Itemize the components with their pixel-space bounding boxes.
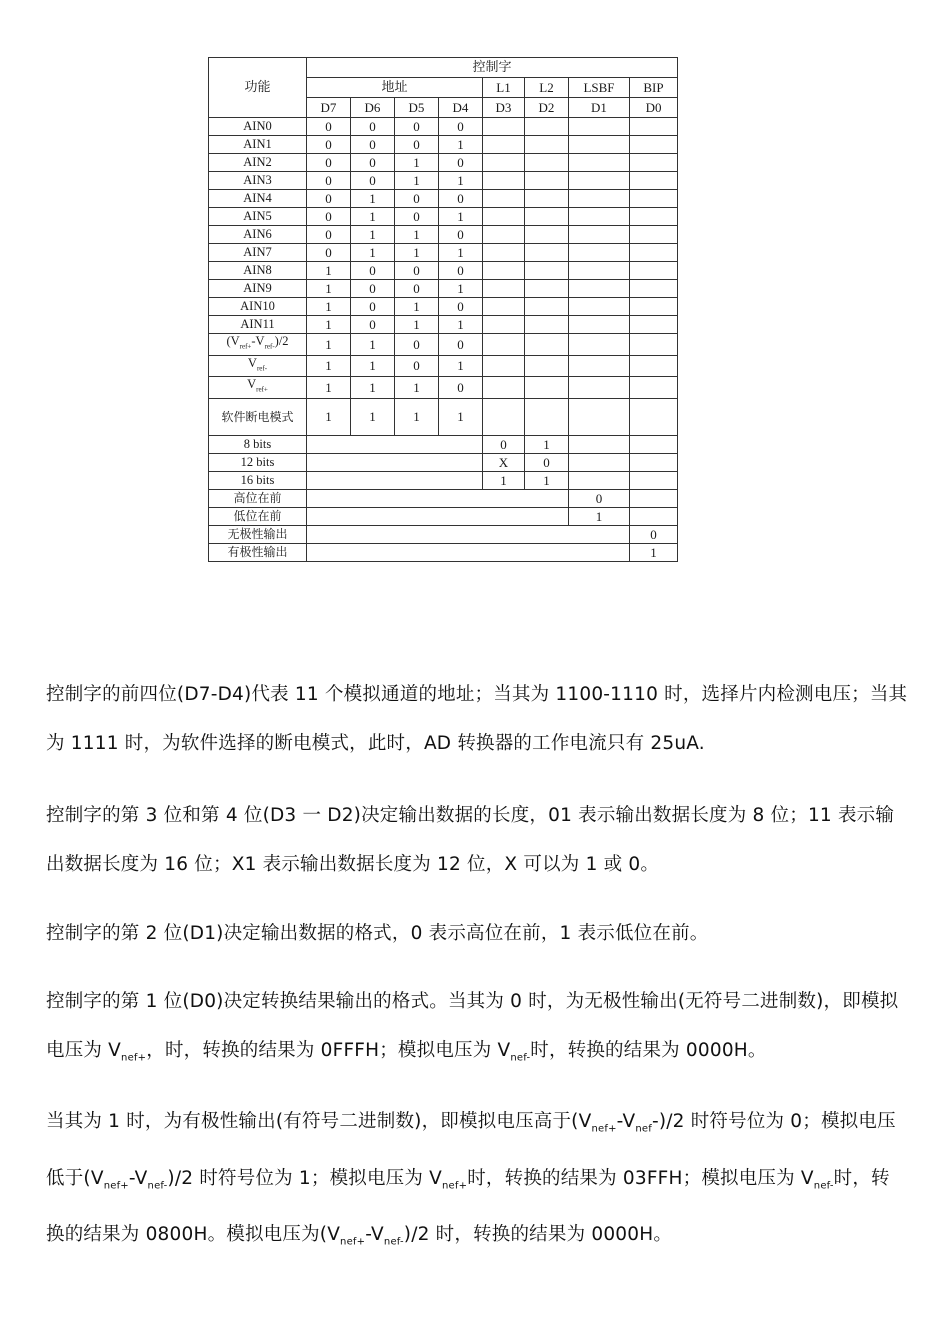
bit-cell: 0	[351, 154, 395, 172]
empty-cell	[569, 471, 630, 489]
bit-cell: 1	[395, 377, 439, 399]
empty-cell	[483, 355, 525, 377]
bit-cell: 1	[351, 190, 395, 208]
subscript: nef+	[442, 1180, 468, 1192]
text-segment: -V	[616, 1111, 636, 1132]
bit-cell: 0	[351, 136, 395, 154]
bit-cell: 0	[395, 208, 439, 226]
table-row	[209, 298, 678, 316]
bit-cell: 0	[307, 190, 351, 208]
bit-cell: 0	[395, 262, 439, 280]
subscript: nef-	[147, 1180, 168, 1192]
empty-cell	[630, 435, 678, 453]
bit-cell: 0	[351, 298, 395, 316]
bit-cell: 1	[439, 244, 483, 262]
bit-cell: 0	[439, 226, 483, 244]
bit-cell: 0	[395, 280, 439, 298]
bit-cell: 1	[439, 172, 483, 190]
bit-cell: 1	[439, 398, 483, 435]
table-row	[209, 262, 678, 280]
empty-cell	[483, 280, 525, 298]
empty-cell	[630, 334, 678, 356]
bit-header-d4: D4	[439, 98, 483, 118]
paragraph-lsbf-bit: 控制字的第 2 位(D1)决定输出数据的格式，0 表示高位在前，1 表示低位在前。	[46, 923, 709, 944]
bit-cell: 0	[395, 136, 439, 154]
subscript: ref+	[239, 342, 252, 351]
bit-cell: 1	[307, 355, 351, 377]
text-segment: )/2 时符号位为 1；模拟电压为 V	[167, 1167, 443, 1189]
table-row	[209, 280, 678, 298]
bit-cell: 1	[307, 262, 351, 280]
text-segment: -V	[128, 1167, 148, 1189]
subscript: ref+	[256, 385, 268, 394]
function-label-cell: AIN7	[209, 244, 307, 262]
bit-cell: 1	[483, 471, 525, 489]
empty-cell	[483, 190, 525, 208]
function-label-cell: AIN6	[209, 226, 307, 244]
empty-cell	[525, 398, 569, 435]
bit-cell: 1	[351, 355, 395, 377]
bit-cell: 1	[351, 377, 395, 399]
empty-cell	[483, 208, 525, 226]
empty-cell	[630, 377, 678, 399]
empty-cell	[525, 334, 569, 356]
function-label-cell: AIN8	[209, 262, 307, 280]
subscript: ref-	[256, 364, 268, 372]
table-row	[209, 334, 678, 356]
bit-cell: 0	[395, 118, 439, 136]
bit-cell: 1	[395, 316, 439, 334]
empty-cell	[630, 154, 678, 172]
func-header: 功能	[209, 58, 307, 118]
empty-cell	[307, 543, 630, 561]
empty-cell	[569, 136, 630, 154]
empty-cell	[630, 118, 678, 136]
empty-cell	[483, 298, 525, 316]
function-label-cell: AIN1	[209, 136, 307, 154]
bit-cell: 0	[483, 435, 525, 453]
subscript: nef-	[383, 1237, 404, 1249]
empty-cell	[630, 298, 678, 316]
bit-cell: X	[483, 453, 525, 471]
empty-cell	[525, 244, 569, 262]
empty-cell	[525, 377, 569, 399]
label-segment: -V	[251, 334, 265, 348]
empty-cell	[525, 262, 569, 280]
function-label-cell: AIN9	[209, 280, 307, 298]
bit-cell: 0	[439, 154, 483, 172]
bit-cell: 1	[307, 398, 351, 435]
bit-cell: 0	[569, 489, 630, 507]
bit-cell: 0	[395, 190, 439, 208]
subscript: nef+	[340, 1237, 366, 1249]
function-label-cell: 低位在前	[209, 507, 307, 525]
label-segment: V	[247, 355, 257, 370]
bit-cell: 0	[351, 316, 395, 334]
text-segment: 当其为 1 时，为有极性输出(有符号二进制数)，即模拟电压高于(V	[46, 1111, 592, 1132]
empty-cell	[630, 172, 678, 190]
empty-cell	[569, 244, 630, 262]
table-row	[209, 136, 678, 154]
empty-cell	[630, 136, 678, 154]
empty-cell	[525, 298, 569, 316]
empty-cell	[569, 262, 630, 280]
table-row	[209, 154, 678, 172]
bit-cell: 0	[351, 262, 395, 280]
empty-cell	[630, 244, 678, 262]
bit-cell: 0	[351, 280, 395, 298]
bit-cell: 1	[307, 334, 351, 356]
table-row	[209, 525, 678, 543]
bit-cell: 0	[439, 377, 483, 399]
empty-cell	[569, 316, 630, 334]
empty-cell	[630, 262, 678, 280]
empty-cell	[630, 208, 678, 226]
empty-cell	[307, 489, 569, 507]
empty-cell	[630, 489, 678, 507]
table-row	[209, 244, 678, 262]
empty-cell	[569, 298, 630, 316]
table-row	[209, 226, 678, 244]
text-segment: 时，转换的结果为 03FFH；模拟电压为 V	[467, 1167, 814, 1189]
table-row	[209, 543, 678, 561]
bit-cell: 1	[307, 280, 351, 298]
empty-cell	[525, 226, 569, 244]
bit-cell: 1	[439, 316, 483, 334]
empty-cell	[569, 398, 630, 435]
function-label-cell: 软件断电模式	[209, 398, 307, 435]
empty-cell	[630, 190, 678, 208]
bit-cell: 0	[395, 334, 439, 356]
empty-cell	[630, 226, 678, 244]
empty-cell	[483, 377, 525, 399]
empty-cell	[630, 316, 678, 334]
label-segment: (V	[226, 334, 240, 348]
empty-cell	[569, 154, 630, 172]
subscript: nef-	[510, 1052, 531, 1064]
bit-cell: 0	[439, 118, 483, 136]
empty-cell	[525, 154, 569, 172]
empty-cell	[483, 316, 525, 334]
empty-cell	[307, 525, 630, 543]
table-row	[209, 507, 678, 525]
table-row	[209, 489, 678, 507]
paragraph-length-bits: 控制字的第 3 位和第 4 位(D3 一 D2)决定输出数据的长度，01 表示输出数据长度为 8 位；11 表示输出数据长度为 16 位；X1 表示输出数据长度为 12 位，X 可以为 1 或 0。	[46, 805, 895, 875]
bit-cell: 1	[439, 136, 483, 154]
function-label-cell: AIN11	[209, 316, 307, 334]
table-row	[209, 355, 678, 377]
control-word-table-figure	[208, 57, 677, 562]
bit-cell: 0	[439, 190, 483, 208]
empty-cell	[525, 316, 569, 334]
bit-cell: 0	[307, 118, 351, 136]
bit-cell: 0	[439, 298, 483, 316]
group-header-l1: L1	[483, 78, 525, 98]
empty-cell	[525, 190, 569, 208]
empty-cell	[630, 355, 678, 377]
text-segment: -V	[365, 1224, 384, 1246]
empty-cell	[569, 172, 630, 190]
empty-cell	[483, 118, 525, 136]
subscript: nef+	[103, 1180, 129, 1192]
bit-cell: 1	[351, 334, 395, 356]
subscript: nef-	[813, 1180, 834, 1192]
empty-cell	[569, 280, 630, 298]
bit-cell: 0	[395, 355, 439, 377]
label-segment: V	[247, 377, 257, 391]
table-row	[209, 208, 678, 226]
text-segment: 控制字的第 1 位(D0)决定转换结果输出的格式。当其为 0 时，为无极性输出(无符号二进制数)，即模拟电压为 V	[46, 991, 899, 1061]
bit-cell: 1	[307, 298, 351, 316]
bit-cell: 1	[569, 507, 630, 525]
bit-header-d0: D0	[630, 98, 678, 118]
subscript: nef	[635, 1123, 652, 1135]
bit-cell: 1	[395, 154, 439, 172]
function-label-cell	[209, 377, 307, 399]
bit-header-d1: D1	[569, 98, 630, 118]
bit-cell: 0	[439, 262, 483, 280]
function-label-cell: 12 bits	[209, 453, 307, 471]
empty-cell	[525, 280, 569, 298]
bit-header-d2: D2	[525, 98, 569, 118]
text-segment: )/2 时，转换的结果为 0000H。	[403, 1224, 673, 1246]
empty-cell	[630, 453, 678, 471]
table-row	[209, 172, 678, 190]
bit-cell: 0	[525, 453, 569, 471]
bit-cell: 1	[395, 226, 439, 244]
paragraph-bip-unipolar	[46, 977, 908, 1083]
function-label-cell: AIN2	[209, 154, 307, 172]
function-label-cell: AIN0	[209, 118, 307, 136]
function-label-cell: AIN3	[209, 172, 307, 190]
table-row	[209, 190, 678, 208]
bit-cell: 1	[395, 398, 439, 435]
empty-cell	[630, 280, 678, 298]
bit-header-d6: D6	[351, 98, 395, 118]
table-row	[209, 471, 678, 489]
empty-cell	[525, 208, 569, 226]
bit-cell: 1	[351, 226, 395, 244]
function-label-cell: 8 bits	[209, 435, 307, 453]
bit-cell: 1	[351, 398, 395, 435]
empty-cell	[483, 398, 525, 435]
empty-cell	[569, 226, 630, 244]
empty-cell	[483, 136, 525, 154]
text-segment: -)/2 时符号位为 0；模拟电压低于(V	[46, 1111, 896, 1189]
bit-cell: 0	[307, 208, 351, 226]
empty-cell	[569, 377, 630, 399]
bit-cell: 1	[439, 280, 483, 298]
empty-cell	[525, 118, 569, 136]
function-label-cell: 16 bits	[209, 471, 307, 489]
empty-cell	[569, 334, 630, 356]
bit-cell: 1	[395, 172, 439, 190]
bit-cell: 1	[630, 543, 678, 561]
bit-cell: 0	[351, 118, 395, 136]
function-label-cell	[209, 355, 307, 377]
addr-header: 地址	[307, 78, 483, 98]
function-label-cell: 有极性输出	[209, 543, 307, 561]
function-label-cell: 无极性输出	[209, 525, 307, 543]
bit-cell: 1	[439, 355, 483, 377]
table-row	[209, 377, 678, 399]
empty-cell	[307, 453, 483, 471]
empty-cell	[525, 355, 569, 377]
empty-cell	[569, 435, 630, 453]
bit-cell: 1	[351, 208, 395, 226]
subscript: nef+	[121, 1052, 147, 1064]
empty-cell	[483, 262, 525, 280]
bit-cell: 1	[439, 208, 483, 226]
bit-cell: 1	[351, 244, 395, 262]
empty-cell	[307, 435, 483, 453]
subscript: nef+	[591, 1123, 617, 1135]
empty-cell	[525, 172, 569, 190]
empty-cell	[483, 334, 525, 356]
label-segment: )/2	[274, 334, 289, 348]
table-row	[209, 398, 678, 435]
bit-cell: 1	[395, 298, 439, 316]
empty-cell	[569, 208, 630, 226]
bit-cell: 0	[630, 525, 678, 543]
empty-cell	[569, 190, 630, 208]
text-segment: 时，转换的结果为 0000H。	[530, 1040, 767, 1061]
subscript: ref-	[264, 342, 275, 351]
ctrl-header: 控制字	[307, 58, 678, 78]
empty-cell	[569, 453, 630, 471]
control-word-table	[208, 57, 678, 562]
empty-cell	[630, 398, 678, 435]
function-label-cell: 高位在前	[209, 489, 307, 507]
empty-cell	[525, 136, 569, 154]
function-label-cell: AIN5	[209, 208, 307, 226]
bit-cell: 1	[525, 471, 569, 489]
empty-cell	[483, 172, 525, 190]
function-label-cell: AIN10	[209, 298, 307, 316]
bit-header-d3: D3	[483, 98, 525, 118]
bit-cell: 0	[307, 154, 351, 172]
bit-cell: 0	[351, 172, 395, 190]
empty-cell	[307, 507, 569, 525]
table-row	[209, 316, 678, 334]
empty-cell	[569, 355, 630, 377]
group-header-lsbf: LSBF	[569, 78, 630, 98]
bit-cell: 1	[307, 316, 351, 334]
bit-cell: 0	[307, 244, 351, 262]
empty-cell	[483, 154, 525, 172]
table-row	[209, 118, 678, 136]
empty-cell	[569, 118, 630, 136]
text-segment: ，时，转换的结果为 0FFFH；模拟电压为 V	[146, 1040, 511, 1061]
empty-cell	[483, 226, 525, 244]
bit-cell: 0	[307, 172, 351, 190]
empty-cell	[630, 471, 678, 489]
table-row	[209, 453, 678, 471]
function-label-cell: AIN4	[209, 190, 307, 208]
group-header-bip: BIP	[630, 78, 678, 98]
paragraph-address-bits: 控制字的前四位(D7-D4)代表 11 个模拟通道的地址；当其为 1100-1110 时，选择片内检测电压；当其为 1111 时，为软件选择的断电模式，此时，AD 转换器的工作电流只有 25uA.	[46, 684, 908, 754]
bit-cell: 0	[439, 334, 483, 356]
bit-cell: 1	[395, 244, 439, 262]
text-segment: 时，转换的结果为 0800H。模拟电压为(V	[46, 1167, 890, 1246]
bit-header-d7: D7	[307, 98, 351, 118]
table-row	[209, 435, 678, 453]
bit-cell: 0	[307, 226, 351, 244]
function-label-cell	[209, 334, 307, 356]
empty-cell	[307, 471, 483, 489]
empty-cell	[483, 244, 525, 262]
empty-cell	[630, 507, 678, 525]
paragraph-bip-bipolar	[46, 1097, 908, 1267]
bit-cell: 0	[307, 136, 351, 154]
bit-cell: 1	[525, 435, 569, 453]
bit-cell: 1	[307, 377, 351, 399]
bit-header-d5: D5	[395, 98, 439, 118]
group-header-l2: L2	[525, 78, 569, 98]
